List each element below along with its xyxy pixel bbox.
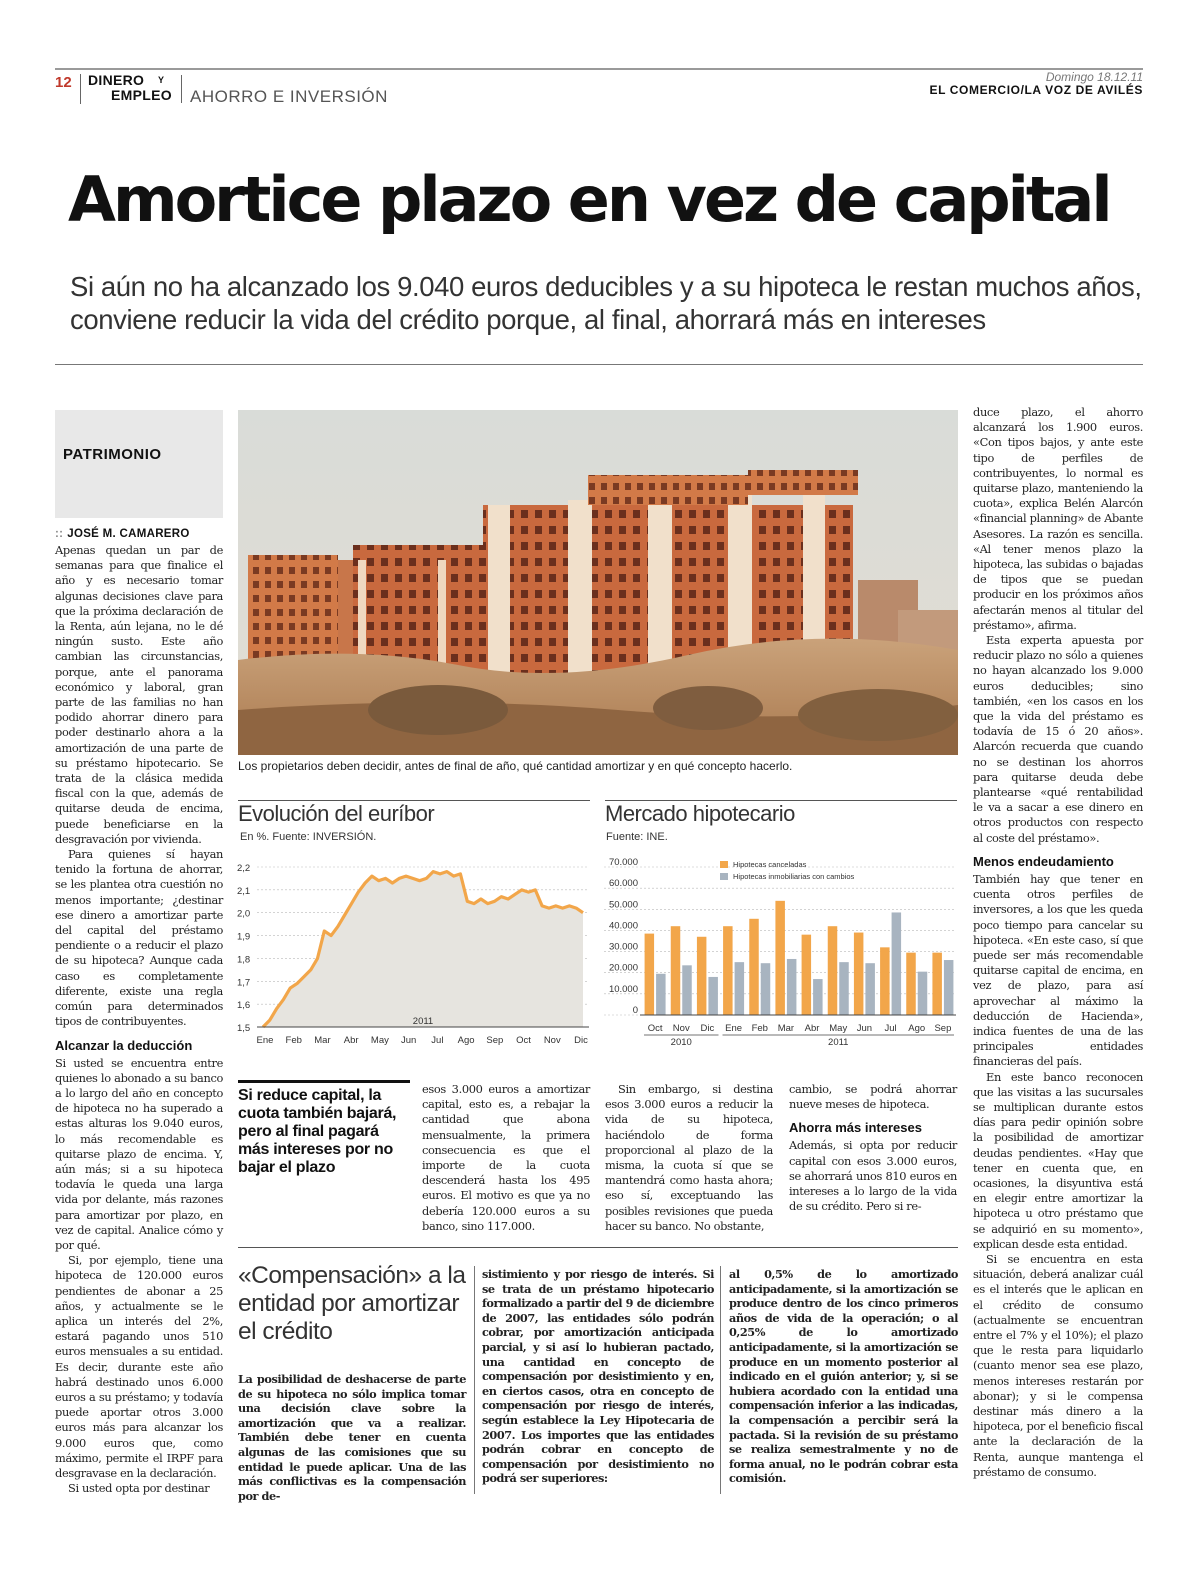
bar: [761, 963, 771, 1015]
chart-title: Mercado hipotecario: [605, 801, 795, 826]
y-tick-label: 0: [632, 1005, 638, 1016]
legend-label: Hipotecas inmobiliarias con cambios: [733, 872, 855, 881]
y-tick-label: 30.000: [608, 941, 638, 953]
paragraph: cambio, se podrá ahorrar nueve meses de hipoteca.: [789, 1082, 957, 1112]
bar: [697, 937, 707, 1015]
bar: [944, 960, 954, 1015]
x-tick-label: Dic: [574, 1035, 588, 1046]
chart-area: [263, 872, 583, 1027]
paragraph: duce plazo, el ahorro alcanzará los 1.900 euros. «Con tipos bajos, y ante este tipo de perfiles de contribuyentes, lo normal es quitarse plazo, manteniendo la cuota», explica Belén Alarcón «financial planning» de Abante Asesores. La razón es sencilla. «Al tener menos plazo la hipoteca, las subidas o bajadas de tipos que se puedan producir en los próximos años afectarán menos al titular del préstamo», afirma.: [973, 405, 1143, 632]
box-title: «Compensación» a la entidad por amortizar el crédito: [238, 1262, 466, 1345]
bar: [906, 953, 916, 1015]
x-tick-label: Oct: [516, 1035, 531, 1046]
bar: [749, 919, 759, 1015]
x-tick-label: May: [370, 1035, 389, 1046]
paragraph: También hay que tener en cuenta otros perfiles de inversores, a los que les queda poco tiempo para cancelar su hipoteca. «En este caso, sí que puede ser más recomendable quitarse capital de encima, en vez de plazo, para así aprovechar al máximo la deducción de Hacienda», indica fuentes de una de las principales entidades financieras del país.: [973, 871, 1143, 1069]
headline-rule: [55, 364, 1143, 365]
box-column-1: La posibilidad de deshacerse de parte de su hipoteca no sólo implica tomar una decisión clave sobre la amortización que va a realizar. También debe tener en cuenta algunas de las comisiones que su entidad le puede aplicar. Una de las más conflictivas es la compensación por de-: [238, 1372, 466, 1503]
paragraph: Si se encuentra en esta situación, deberá analizar cuál es el interés que le aplican en el crédito de consumo (actualmente se encuentran entre el 7% y el 10%); el plazo que le resta para liquidarlo (cuanto menor sea ese plazo, menos intereses restarán por abonar); y si le compensa destinar más dinero a la hipoteca, por el beneficio fiscal ante la declaración de la Renta, aunque mantenga el préstamo de consumo.: [973, 1251, 1143, 1479]
section-brand-y: Y: [158, 75, 165, 85]
bar: [828, 926, 838, 1015]
paragraph: Si usted se encuentra entre quienes lo abonado a su banco a lo largo del año en concepto de hipoteca no ha superado a estas alturas los 9.040 euros, lo más recomendable es quitarse plazo de encima. Y, aún más; si a su hipoteca todavía le queda una larga vida por delante, más razones para amortizar por plazo, en vez de capital. Analice cómo y por qué.: [55, 1055, 223, 1252]
x-tick-label: Sep: [934, 1023, 952, 1034]
bar: [735, 962, 745, 1015]
bar: [918, 972, 928, 1015]
y-tick-label: 1,7: [237, 977, 251, 989]
x-tick-label: Nov: [672, 1023, 690, 1034]
section-title: AHORRO E INVERSIÓN: [190, 87, 388, 106]
bar: [656, 974, 666, 1015]
year-label: 2011: [828, 1037, 849, 1048]
subheading: Menos endeudamiento: [973, 853, 1114, 869]
byline-author: JOSÉ M. CAMARERO: [67, 528, 190, 540]
column-separator: [720, 1266, 721, 1494]
bar: [671, 926, 681, 1015]
x-tick-label: Jun: [856, 1023, 873, 1034]
legend-swatch: [720, 861, 728, 868]
bar: [880, 947, 890, 1015]
bar: [865, 963, 875, 1015]
bar: [775, 901, 785, 1015]
x-tick-label: Abr: [804, 1023, 820, 1034]
paragraph: Si usted opta por destinar: [68, 1481, 210, 1496]
byline-mark: ::: [55, 528, 64, 540]
body-column-right: [973, 405, 1143, 1480]
body-column-mid-3: [789, 1082, 957, 1214]
y-tick-label: 1,5: [237, 1023, 251, 1034]
y-tick-label: 1,9: [237, 931, 251, 943]
chart-rule: [605, 800, 957, 801]
year-label: 2010: [670, 1037, 692, 1048]
chart-title: Evolución del euríbor: [238, 801, 435, 826]
bar: [854, 933, 864, 1015]
paragraph: esos 3.000 euros a amortizar capital, esto es, a rebajar la cantidad que abona mensualmente, la primera consecuencia es que el importe de la cuota descenderá hasta los 495 euros. El motivo es que ya no debería 120.000 euros a su banco, sino 117.000.: [422, 1082, 590, 1233]
header-divider: [80, 74, 81, 104]
box-rule: [238, 1247, 958, 1248]
body-column-mid-2: [605, 1082, 773, 1234]
section-brand-line1: DINERO: [88, 72, 145, 88]
paragraph: Esta experta apuesta por reducir plazo no sólo a quienes no hayan alcanzado los 9.000 euros deducibles; sino también, «en los casos en los que la vida del préstamo es todavía de 15 ó 20 años». Alarcón recuerda que cuando no se destinan los ahorros para quitarse deuda debe plantearse «qué rentabilidad le va a sacar a ese dinero en otros productos con respecto al coste del préstamo».: [973, 633, 1143, 845]
y-tick-label: 1,8: [237, 954, 251, 966]
section-brand-line2: EMPLEO: [111, 87, 172, 103]
box-column-2: sistimiento y por riesgo de interés. Si se trata de un préstamo hipotecario formalizado a partir del 9 de diciembre de 2007, las entidades sólo podrán cobrar, por amortización anticipada parcial, y si así lo hubieran pactado, una cantidad en concepto de compensación por desistimiento y en, en ciertos casos, otra en concepto de compensación por riesgo de interés, según establece la Ley Hipotecaria de 2007. Los importes que las entidades podrán cobrar en concepto de compensación por desistimiento no podrá ser superiores:: [482, 1267, 714, 1486]
x-tick-label: Ene: [725, 1023, 743, 1034]
y-tick-label: 2,0: [237, 908, 251, 920]
body-column-1: [55, 543, 223, 1496]
byline: [55, 528, 190, 540]
chart-subtitle: Fuente: INE.: [606, 831, 668, 843]
bar: [682, 965, 692, 1015]
y-tick-label: 1,6: [237, 1000, 251, 1012]
y-tick-label: 10.000: [608, 983, 638, 995]
euribor-chart: [235, 855, 595, 1055]
category-label: PATRIMONIO: [63, 446, 162, 463]
x-tick-label: Ago: [908, 1023, 926, 1034]
y-tick-label: 50.000: [608, 899, 638, 911]
subheadline: Si aún no ha alcanzado los 9.040 euros deducibles y a su hipoteca le restan muchos años, conviene reducir la vida del crédito porque, al final, ahorrará más en intereses: [70, 271, 1142, 335]
category-box: [55, 410, 223, 518]
x-tick-label: Nov: [543, 1035, 561, 1046]
headline: Amortice plazo en vez de capital: [68, 163, 1110, 236]
pullquote: Si reduce capital, la cuota también bajará, pero al final pagará más intereses por no bajar el plazo: [238, 1087, 397, 1176]
article-photo: [238, 410, 958, 755]
y-tick-label: 2,1: [237, 885, 251, 897]
photo-caption: Los propietarios deben decidir, antes de final de año, qué cantidad amortizar y en qué concepto hacerlo.: [238, 759, 793, 773]
legend-label: Hipotecas canceladas: [733, 860, 807, 869]
x-tick-label: Jun: [400, 1035, 417, 1046]
bar: [787, 959, 797, 1015]
box-column-3: al 0,5% de lo amortizado anticipadamente, si la amortización se produce dentro de los cinco primeros años de vida de la operación; o al 0,25% de lo amortizado anticipadamente, si la amortización se produce en un momento posterior al indicado en el guión anterior; y, si se hubiera acordado con la entidad una compensación inferior a las indicadas, la compensación a percibir será la pactada. Si la revisión de su préstamo se realiza semestralmente y no de forma anual, no le podrán cobrar esta comisión.: [729, 1267, 958, 1486]
paragraph: Para quienes sí hayan tenido la fortuna de ahorrar, se les plantea otra cuestión no menos importante; ¿destinar ese dinero a amortizar parte del capital del préstamo pendiente o a reducir el plazo de su hipoteca? Aunque cada caso es completamente diferente, existe una regla común para determinados tipos de contribuyentes.: [55, 847, 223, 1029]
paragraph: Además, si opta por reducir capital con esos 3.000 euros, se ahorrará unos 810 euros en intereses a lo largo de la vida de su crédito. Pero si re-: [789, 1138, 957, 1214]
subheading: Alcanzar la deducción: [55, 1037, 193, 1053]
header-rule: [55, 68, 1143, 70]
page-number: 12: [55, 74, 72, 91]
bar: [932, 953, 942, 1015]
x-tick-label: Jul: [431, 1035, 444, 1046]
paragraph: Sin embargo, si destina esos 3.000 euros a reducir la vida de su hipoteca, haciéndolo de forma proporcional al plazo de la misma, la cuota sí que se mantendrá como hasta ahora; eso sí, exceptuando las posibles revisiones que pueda hacer su banco. No obstante,: [605, 1082, 773, 1233]
chart-subtitle: En %. Fuente: INVERSIÓN.: [240, 831, 377, 843]
header-divider: [181, 75, 182, 103]
newspaper-name: EL COMERCIO/LA VOZ DE AVILÉS: [929, 83, 1143, 97]
photo-buildings-illustration: [238, 410, 958, 755]
y-tick-label: 2,2: [237, 863, 251, 874]
y-tick-label: 70.000: [608, 857, 638, 868]
x-tick-label: Jul: [884, 1023, 897, 1034]
x-tick-label: Oct: [647, 1023, 663, 1034]
x-tick-label: May: [829, 1023, 848, 1034]
x-tick-label: Ago: [457, 1035, 475, 1046]
x-tick-label: Abr: [343, 1035, 359, 1046]
body-column-mid-1: [422, 1082, 590, 1234]
pullquote-rule: [238, 1080, 410, 1083]
issue-date: Domingo 18.12.11: [1045, 70, 1143, 84]
x-tick-label: Feb: [285, 1035, 302, 1046]
x-tick-label: Feb: [751, 1023, 768, 1034]
bar: [839, 962, 849, 1015]
y-tick-label: 20.000: [608, 962, 638, 974]
bar: [892, 912, 902, 1015]
x-tick-label: Ene: [256, 1035, 274, 1046]
chart-rule: [238, 800, 590, 801]
x-tick-label: Mar: [777, 1023, 795, 1034]
column-separator: [474, 1266, 475, 1494]
paragraph: En este banco reconocen que las visitas a las sucursales se multiplican durante estos días para pedir opinión sobre la posibilidad de amortizar deudas pendientes. «Hay que tener en cuenta que, en ocasiones, la disyuntiva está en elegir entre amortizar la hipoteca u otro préstamo que se adquirió en su momento», explican desde esta entidad.: [973, 1069, 1143, 1251]
bar: [645, 934, 655, 1015]
year-label: 2011: [412, 1016, 434, 1027]
bar: [708, 977, 718, 1015]
paragraph: Apenas quedan un par de semanas para que finalice el año y es necesario tomar algunas decisiones clave para que la próxima declaración de la Renta, aún lejana, no le dé ningún susto. Este año cambian las circunstancias, porque, ante el panorama económico y laboral, gran parte de las familias no han podido ahorrar dinero para poder destinarlo ahora a la amortización de una parte de su préstamo hipotecario. Se trata de la clásica medida fiscal con la que, además de quitarse deuda de encima, puede beneficiarse en la desgravación por vivienda.: [55, 543, 223, 846]
x-tick-label: Dic: [700, 1023, 715, 1034]
paragraph: Si, por ejemplo, tiene una hipoteca de 120.000 euros pendientes de abonar a 25 años, y actualmente se le aplica un interés del 2%, estará pagando unos 510 euros mensuales a su entidad. Es decir, durante este año habrá destinado unos 6.000 euros a su préstamo; y todavía puede aportar otros 3.000 euros más para alcanzar los 9.000 euros que, como máximo, permite el IRPF para desgravase en la declaración.: [55, 1253, 223, 1480]
y-tick-label: 60.000: [608, 878, 638, 890]
x-tick-label: Mar: [314, 1035, 331, 1046]
mortgage-chart: [600, 855, 960, 1055]
y-tick-label: 40.000: [608, 920, 638, 932]
subheading: Ahorra más intereses: [789, 1120, 922, 1136]
bar: [802, 935, 812, 1015]
x-tick-label: Sep: [486, 1035, 504, 1046]
bar: [723, 926, 733, 1015]
bar: [813, 979, 823, 1015]
legend-swatch: [720, 873, 728, 880]
